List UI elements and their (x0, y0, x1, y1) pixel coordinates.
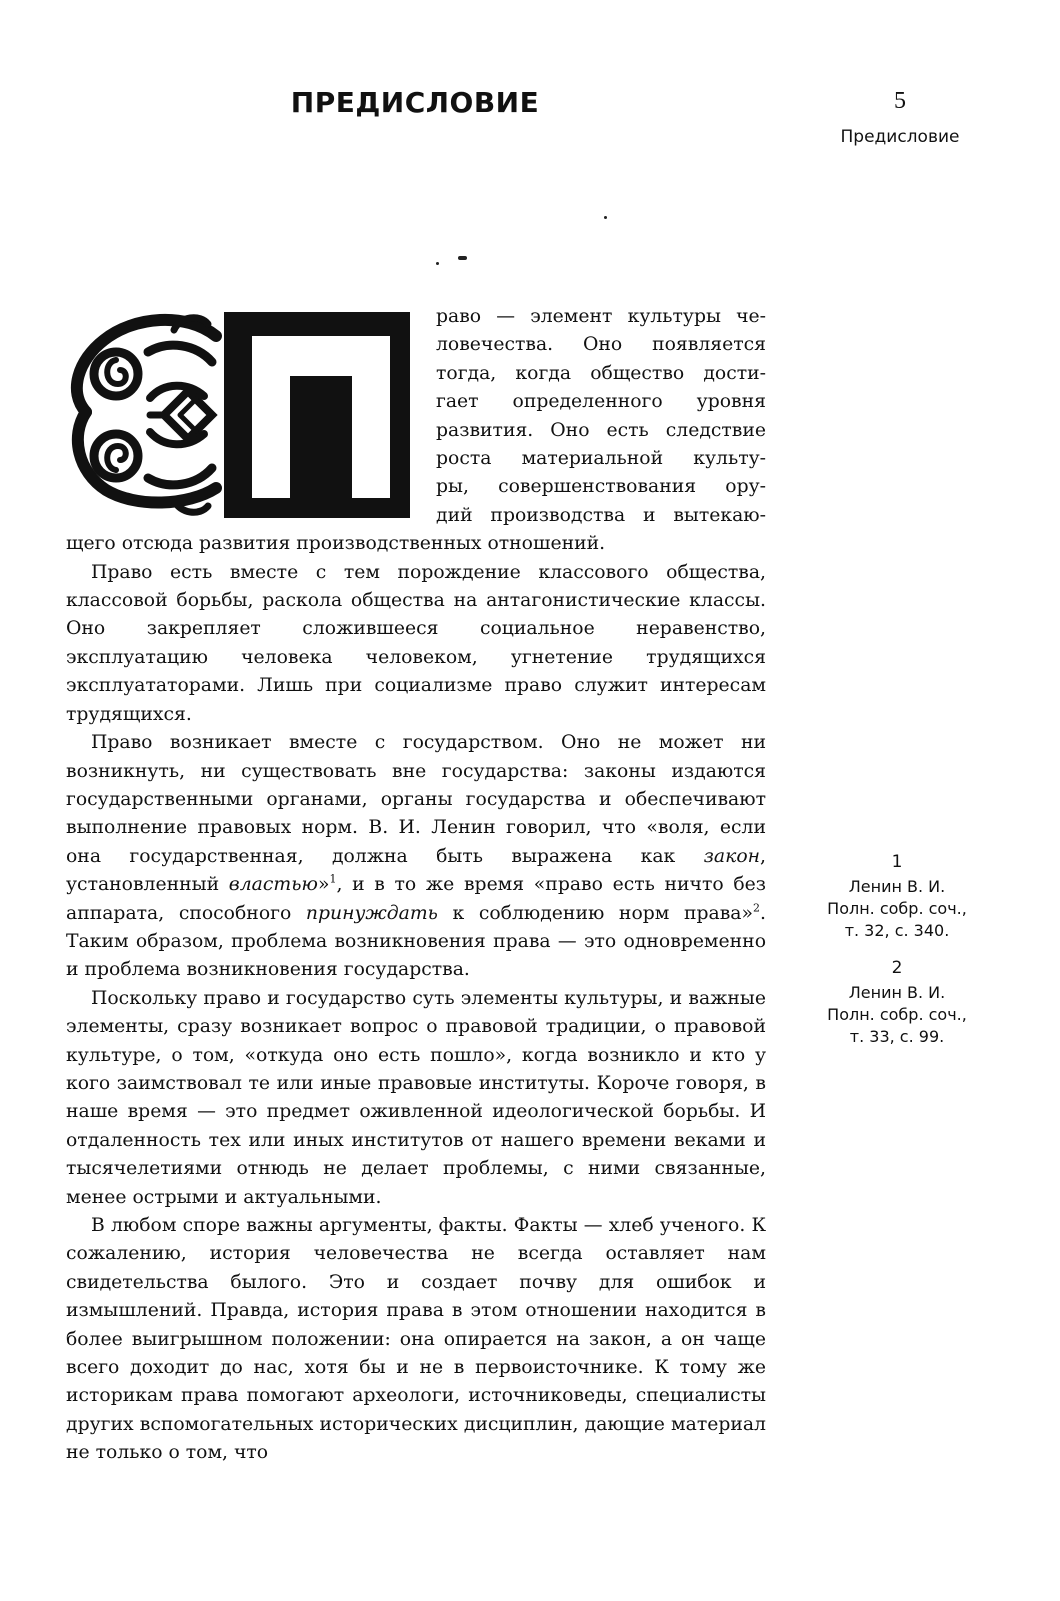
italic-term: принуждать (305, 902, 438, 924)
note-line: Полн. собр. соч., (827, 1005, 967, 1024)
footnote-ref-2: 2 (753, 901, 760, 915)
page-number: 5 (894, 88, 906, 114)
paragraph-line: развития. Оно есть следствие (436, 419, 766, 441)
margin-notes (812, 850, 982, 1062)
paragraph-3 (66, 729, 766, 985)
note-line: Полн. собр. соч., (827, 899, 967, 918)
paragraph-2: Право есть вместе с тем порождение классового общества, классовой борьбы, раскола общества на антагонистические классы. Оно закрепляет сложившееся социальное неравенство, эксплуатацию человека человеком, угнетение трудящихся эксплуататорами. Лишь при социализме право служит интересам трудящихся. (66, 561, 766, 725)
paragraph-5: В любом споре важны аргументы, факты. Факты — хлеб ученого. К сожалению, история человечества не всегда оставляет нам свидетельства былого. Это и создает почву для ошибок и измышлений. Правда, история права в этом отношении находится в более выигрышном положении: она опирается на закон, а он чаще всего доходит до нас, хотя бы и не в первоисточнике. К тому же историкам права помогают археологи, источниковеды, специалисты других вспомогательных исторических дисциплин, дающие материал не только о том, что (66, 1215, 766, 1464)
text-span: к соблюдению норм права» (437, 902, 753, 924)
paragraph-4: Поскольку право и государство суть элементы культуры, и важные элементы, сразу возникает вопрос о правовой традиции, о правовой культуре, о том, «откуда оно есть пошло», когда возникло и кто у кого заимствовал те или иные правовые институты. Короче говоря, в наше время — это предмет оживленной идеологической борьбы. И отдаленность тех или иных институтов от нашего времени веками и тысячелетиями отнюдь не делает проблемы, с ними связанные, менее острыми и актуальными. (66, 987, 766, 1208)
note-number: 2 (891, 958, 903, 978)
footnote-ref-1: 1 (329, 872, 337, 886)
text-span: » (317, 874, 330, 896)
paragraph-1 (66, 303, 766, 559)
paragraph-line: щего отсюда развития производственных отношений. (66, 533, 606, 555)
italic-term: закон (703, 845, 761, 867)
paragraph-line: гает определенного уровня (436, 391, 766, 413)
print-speck (436, 262, 439, 265)
paragraph-line: ловечества. Оно появляется (436, 334, 766, 356)
page-title: ПРЕДИСЛОВИЕ (290, 86, 540, 119)
note-number: 1 (891, 852, 903, 872)
print-speck (458, 256, 467, 260)
running-head: Предисловие (840, 127, 960, 147)
note-line: Ленин В. И. (848, 983, 946, 1002)
paragraph-line: раво — элемент культуры че- (436, 306, 766, 327)
text-span: , и в то же время «право есть ничто без аппарата, способного (66, 874, 766, 924)
text-span: . Таким образом, проблема возникновения права — это одновременно и проблема возникновения государства. (66, 902, 766, 981)
italic-term: властью (228, 874, 318, 896)
paragraph-line: тогда, когда общество дости- (436, 362, 766, 384)
body-text (66, 303, 766, 1468)
note-line: Ленин В. И. (848, 877, 946, 896)
margin-note-1 (812, 850, 982, 942)
text-span: Право возникает вместе с государством. Оно не может ни возникнуть, ни существовать вне государства: законы издаются государственными органами, органы государства и обеспечивают выполнение правовых норм. В. И. Ленин говорил, что «воля, если она государственная, должна быть выражена как (66, 732, 766, 867)
note-line: т. 32, с. 340. (844, 921, 950, 940)
print-speck (604, 216, 607, 219)
paragraph-line: роста материальной культу- (436, 448, 766, 470)
note-line: т. 33, с. 99. (849, 1027, 945, 1046)
margin-note-2 (812, 956, 982, 1048)
paragraph-line: дий производства и вытекаю- (436, 504, 766, 526)
text-span: , установленный (66, 845, 766, 896)
paragraph-line: ры, совершенствования ору- (436, 476, 766, 498)
